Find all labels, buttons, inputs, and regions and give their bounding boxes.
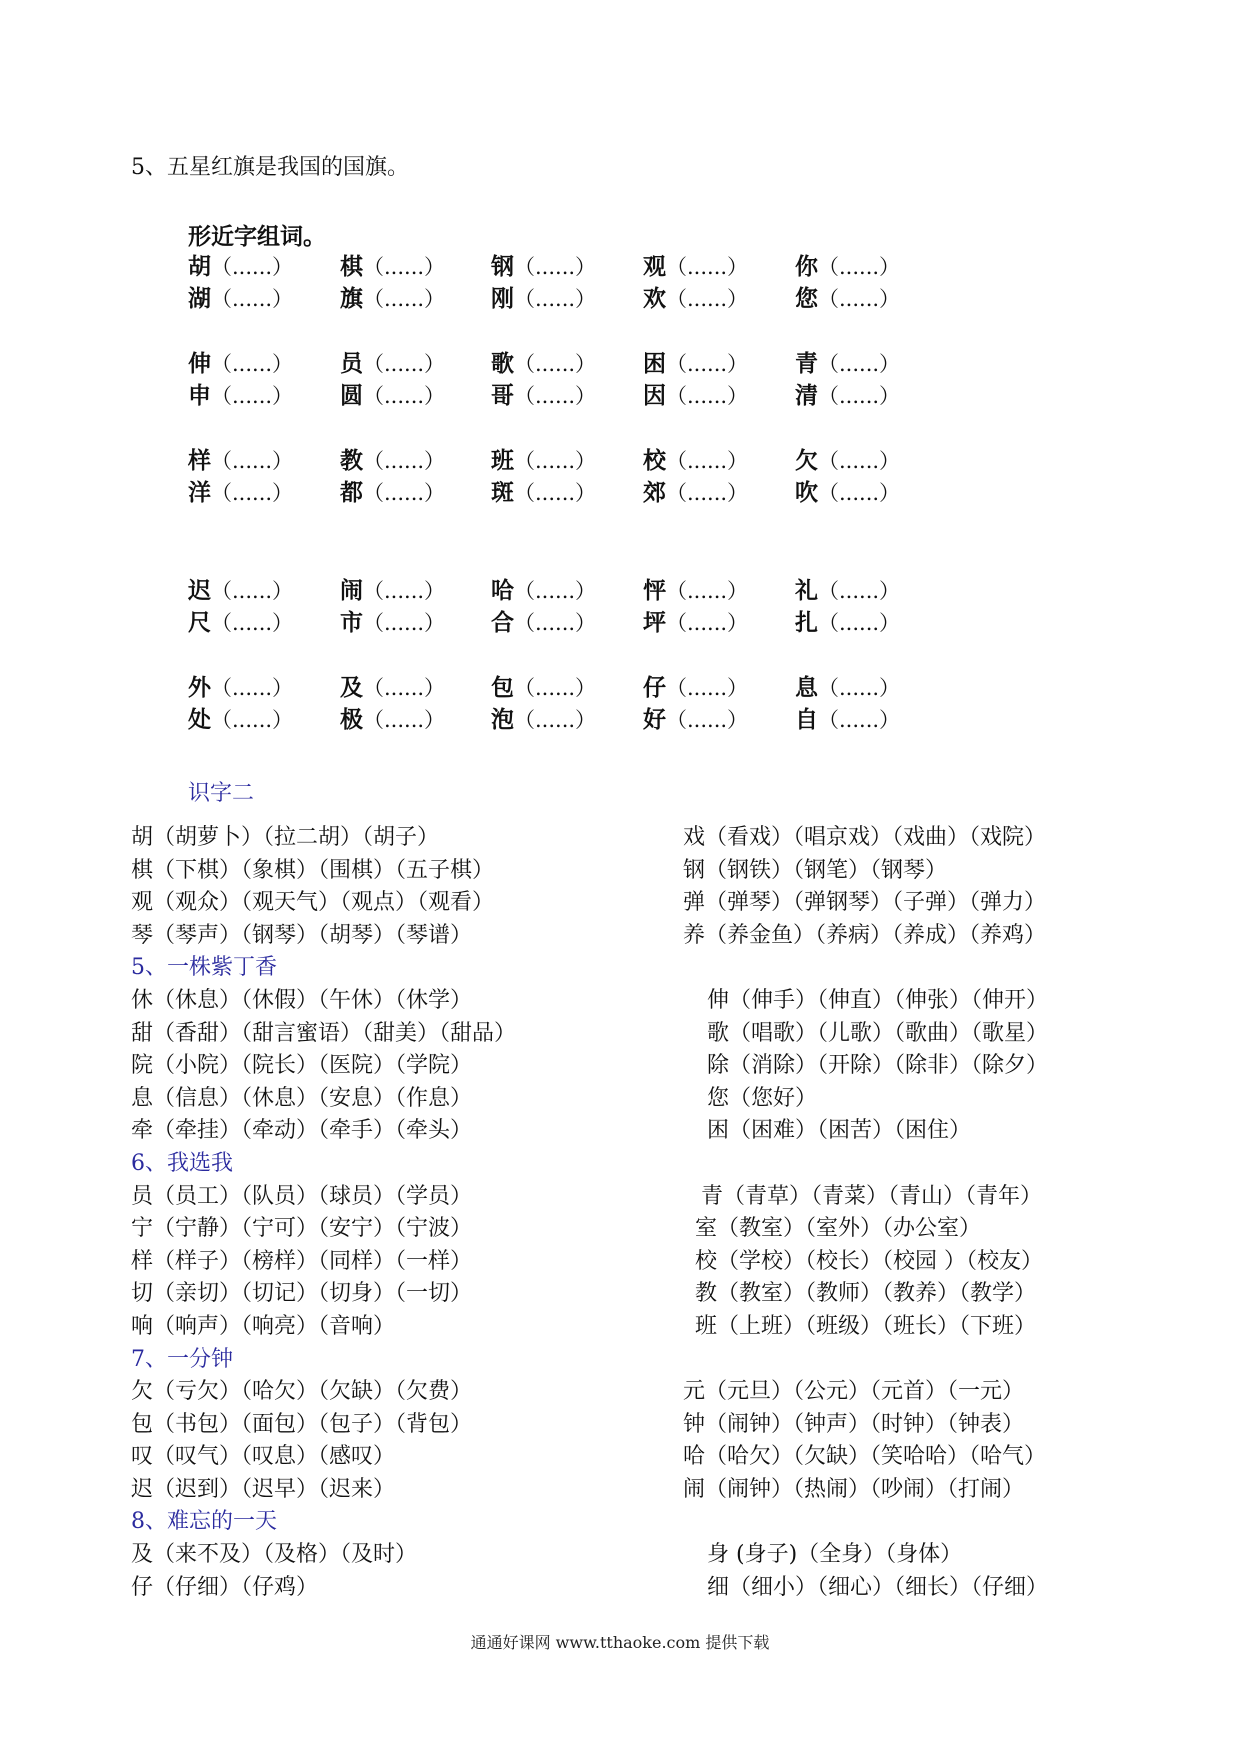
vocab-line: 伸（伸手）（伸直）（伸张）（伸开） [707,987,1049,1013]
exercise-character: 坪 [643,609,666,636]
fill-blank[interactable]: （......） [818,287,901,311]
exercise-cell [491,345,596,378]
vocab-line [683,1148,1048,1181]
fill-blank[interactable]: （......） [514,481,597,505]
exercise-character: 外 [188,674,211,701]
fill-blank[interactable]: （......） [818,449,901,473]
exercise-character: 哈 [491,577,514,604]
exercise-cell [188,474,293,507]
vocab-line: 样（样子）（榜样）（同样）（一样） [131,1248,473,1274]
exercise-cell [340,442,445,475]
exercise-cell [188,604,293,637]
fill-blank[interactable]: （......） [666,579,749,603]
vocab-line: 胡（胡萝卜）（拉二胡）（胡子） [131,825,440,850]
fill-blank[interactable]: （......） [211,579,294,603]
exercise-character: 洋 [188,479,211,506]
fill-blank[interactable]: （......） [514,384,597,408]
vocab-line [683,1506,1048,1539]
exercise-character: 闹 [340,577,363,604]
exercise-character: 及 [340,674,363,701]
exercise-cell [188,701,293,734]
exercise-cell [643,248,748,281]
intro-sentence: 5、五星红旗是我国的国旗。 [131,155,409,180]
fill-blank[interactable]: （......） [363,481,446,505]
exercise-cell [340,572,445,605]
fill-blank[interactable]: （......） [514,611,597,635]
vocab-line: 琴（琴声）（钢琴）（胡琴）（琴谱） [131,922,473,948]
fill-blank[interactable]: （......） [666,352,749,376]
fill-blank[interactable]: （......） [211,255,294,279]
exercise-character: 棋 [340,253,363,280]
fill-blank[interactable]: （......） [666,255,749,279]
exercise-character: 因 [643,382,666,409]
fill-blank[interactable]: （......） [514,579,597,603]
exercise-cell [491,280,596,313]
exercise-character: 怦 [643,577,666,604]
vocab-line: 青（青草）（青菜）（青山）（青年） [701,1183,1043,1209]
vocab-line: 响（响声）（响亮）（音响） [131,1313,396,1339]
fill-blank[interactable]: （......） [211,676,294,700]
exercise-character: 观 [643,253,666,280]
vocab-line: 棋（下棋）（象棋）（围棋）（五子棋） [131,857,495,883]
exercise-cell [795,345,900,378]
vocab-line: 宁（宁静）（宁可）（安宁）（宁波） [131,1216,473,1242]
exercise-character: 胡 [188,253,211,280]
exercise-character: 都 [340,479,363,506]
exercise-cell [795,669,900,702]
exercise-cell [795,572,900,605]
lesson-title: 8、难忘的一天 [131,1509,277,1535]
fill-blank[interactable]: （......） [211,708,294,732]
exercise-cell [491,442,596,475]
vocab-line [683,952,1048,985]
exercise-character: 教 [340,447,363,474]
exercise-character: 息 [795,674,818,701]
vocab-left-column [131,822,516,1604]
exercise-cell [340,280,445,313]
exercise-cell [795,604,900,637]
exercise-cell [188,442,293,475]
exercise-character: 清 [795,382,818,409]
vocab-line: 除（消除）（开除）（除非）（除夕） [707,1053,1049,1079]
fill-blank[interactable]: （......） [818,708,901,732]
exercise-cell [491,572,596,605]
exercise-character: 圆 [340,382,363,409]
vocab-line: 钢（钢铁）（钢笔）（钢琴） [683,857,948,883]
exercise-cell [340,345,445,378]
exercise-cell [643,345,748,378]
exercise-cell [491,669,596,702]
exercise-cell [340,474,445,507]
exercise-cell [340,701,445,734]
vocab-line: 校（学校）（校长）（校园 ）（校友） [695,1248,1043,1274]
vocab-line: 叹（叹气）（叹息）（感叹） [131,1444,396,1470]
vocab-line: 甜（香甜）（甜言蜜语）（甜美）（甜品） [131,1020,517,1046]
exercise-character: 合 [491,609,514,636]
fill-blank[interactable]: （......） [514,255,597,279]
exercise-character: 钢 [491,253,514,280]
vocab-line: 养（养金鱼）（养病）（养成）（养鸡） [683,922,1047,948]
exercise-cell [188,572,293,605]
exercise-cell [643,280,748,313]
exercise-character: 吹 [795,479,818,506]
fill-blank[interactable]: （......） [363,352,446,376]
fill-blank[interactable]: （......） [514,352,597,376]
fill-blank[interactable]: （......） [211,352,294,376]
section-title: 识字二 [188,781,255,806]
exercise-character: 极 [340,706,363,733]
exercise-cell [795,377,900,410]
vocab-line: 欠（亏欠）（哈欠）（欠缺）（欠费） [131,1379,473,1405]
fill-blank[interactable]: （......） [211,611,294,635]
vocab-line: 困（困难）（困苦）（困住） [707,1118,972,1144]
exercise-character: 包 [491,674,514,701]
exercise-cell [340,248,445,281]
vocab-line: 员（员工）（队员）（球员）（学员） [131,1183,473,1209]
vocab-line: 切（亲切）（切记）（切身）（一切） [131,1281,473,1307]
exercise-character: 旗 [340,285,363,312]
vocab-line: 您（您好） [707,1085,818,1111]
exercise-character: 您 [795,285,818,312]
fill-blank[interactable]: （......） [211,384,294,408]
exercise-character: 礼 [795,577,818,604]
exercise-cell [643,669,748,702]
fill-blank[interactable]: （......） [363,579,446,603]
exercise-character: 欢 [643,285,666,312]
vocab-line: 迟（迟到）（迟早）（迟来） [131,1476,396,1502]
fill-blank[interactable]: （......） [666,384,749,408]
exercise-cell [795,248,900,281]
vocab-line: 歌（唱歌）（儿歌）（歌曲）（歌星） [707,1020,1049,1046]
exercise-cell [188,345,293,378]
fill-blank[interactable]: （......） [363,287,446,311]
lesson-title: 7、一分钟 [131,1346,233,1372]
fill-blank[interactable]: （......） [818,384,901,408]
vocab-line: 仔（仔细）（仔鸡） [131,1574,319,1600]
exercise-character: 处 [188,706,211,733]
exercise-cell [188,377,293,410]
vocab-line: 及（来不及）（及格）（及时） [131,1542,418,1568]
lesson-title: 6、我选我 [131,1150,233,1176]
exercise-character: 郊 [643,479,666,506]
exercise-character: 扎 [795,609,818,636]
exercise-character: 泡 [491,706,514,733]
vocab-right-column [683,822,1048,1604]
exercise-cell [795,280,900,313]
exercise-character: 你 [795,253,818,280]
exercise-character: 歌 [491,350,514,377]
exercise-character: 欠 [795,447,818,474]
vocab-line: 细（细小）（细心）（细长）（仔细） [707,1574,1049,1600]
exercise-character: 刚 [491,285,514,312]
vocab-line: 戏（看戏）（唱京戏）（戏曲）（戏院） [683,825,1047,850]
exercise-cell [795,474,900,507]
fill-blank[interactable]: （......） [666,708,749,732]
exercise-character: 哥 [491,382,514,409]
exercise-character: 好 [643,706,666,733]
exercise-cell [643,474,748,507]
vocab-line: 院（小院）（院长）（医院）（学院） [131,1053,473,1079]
fill-blank[interactable]: （......） [818,352,901,376]
vocab-line: 室（教室）（室外）（办公室） [695,1216,982,1242]
fill-blank[interactable]: （......） [818,611,901,635]
exercise-character: 尺 [188,609,211,636]
exercise-cell [795,701,900,734]
exercise-character: 迟 [188,577,211,604]
exercise-cell [340,604,445,637]
vocab-line: 班（上班）（班级）（班长）（下班） [695,1313,1037,1339]
exercise-character: 湖 [188,285,211,312]
vocab-line: 哈（哈欠）（欠缺）（笑哈哈）（哈气） [683,1444,1047,1470]
vocab-line: 观（观众）（观天气）（观点）（观看） [131,890,495,916]
fill-blank[interactable]: （......） [666,287,749,311]
exercise-character: 斑 [491,479,514,506]
exercise-character: 仔 [643,674,666,701]
exercise-character: 校 [643,447,666,474]
vocab-line: 息（信息）（休息）（安息）（作息） [131,1085,473,1111]
fill-blank[interactable]: （......） [514,287,597,311]
lesson-title: 5、一株紫丁香 [131,955,277,981]
vocab-line: 教（教室）（教师）（教养）（教学） [695,1281,1037,1307]
fill-blank[interactable]: （......） [363,708,446,732]
fill-blank[interactable]: （......） [514,708,597,732]
exercise-character: 伸 [188,350,211,377]
exercise-character: 员 [340,350,363,377]
exercise-cell [643,701,748,734]
exercise-cell [491,474,596,507]
fill-blank[interactable]: （......） [818,676,901,700]
page-footer: 通通好课网 www.tthaoke.com 提供下载 [470,1633,770,1652]
exercise-cell [340,377,445,410]
fill-blank[interactable]: （......） [514,676,597,700]
fill-blank[interactable]: （......） [818,579,901,603]
fill-blank[interactable]: （......） [363,676,446,700]
fill-blank[interactable]: （......） [818,481,901,505]
vocab-line: 弹（弹琴）（弹钢琴）（子弹）（弹力） [683,890,1047,916]
vocab-line: 包（书包）（面包）（包子）（背包） [131,1411,473,1437]
exercise-character: 困 [643,350,666,377]
fill-blank[interactable]: （......） [363,255,446,279]
exercise-cell [643,377,748,410]
exercise-cell [795,442,900,475]
fill-blank[interactable]: （......） [363,449,446,473]
fill-blank[interactable]: （......） [666,676,749,700]
exercise-cell [491,377,596,410]
exercise-cell [491,604,596,637]
fill-blank[interactable]: （......） [818,255,901,279]
exercise-character: 样 [188,447,211,474]
exercise-cell [188,669,293,702]
vocab-line: 元（元旦）（公元）（元首）（一元） [683,1379,1025,1405]
vocab-line: 闹（闹钟）（热闹）（吵闹）（打闹） [683,1476,1025,1502]
fill-blank[interactable]: （......） [666,481,749,505]
vocab-line: 钟（闹钟）（钟声）（时钟）（钟表） [683,1411,1025,1437]
fill-blank[interactable]: （......） [363,611,446,635]
exercise-cell [188,280,293,313]
vocab-line: 牵（牵挂）（牵动）（牵手）（牵头） [131,1118,473,1144]
exercise-cell [188,248,293,281]
exercise-character: 青 [795,350,818,377]
exercise-cell [491,701,596,734]
fill-blank[interactable]: （......） [211,287,294,311]
exercise-cell [340,669,445,702]
exercise-cell [491,248,596,281]
fill-blank[interactable]: （......） [666,449,749,473]
vocab-line: 身 (身子)（全身）（身体） [707,1542,963,1568]
exercise-character: 申 [188,382,211,409]
exercise-character: 班 [491,447,514,474]
fill-blank[interactable]: （......） [363,384,446,408]
fill-blank[interactable]: （......） [666,611,749,635]
vocab-line: 休（休息）（休假）（午休）（休学） [131,987,473,1013]
fill-blank[interactable]: （......） [211,449,294,473]
exercise-cell [643,604,748,637]
fill-blank[interactable]: （......） [211,481,294,505]
exercise-heading: 形近字组词。 [188,223,326,250]
exercise-cell [643,572,748,605]
exercise-cell [643,442,748,475]
exercise-character: 市 [340,609,363,636]
fill-blank[interactable]: （......） [514,449,597,473]
vocab-line [683,1344,1048,1377]
exercise-character: 自 [795,706,818,733]
